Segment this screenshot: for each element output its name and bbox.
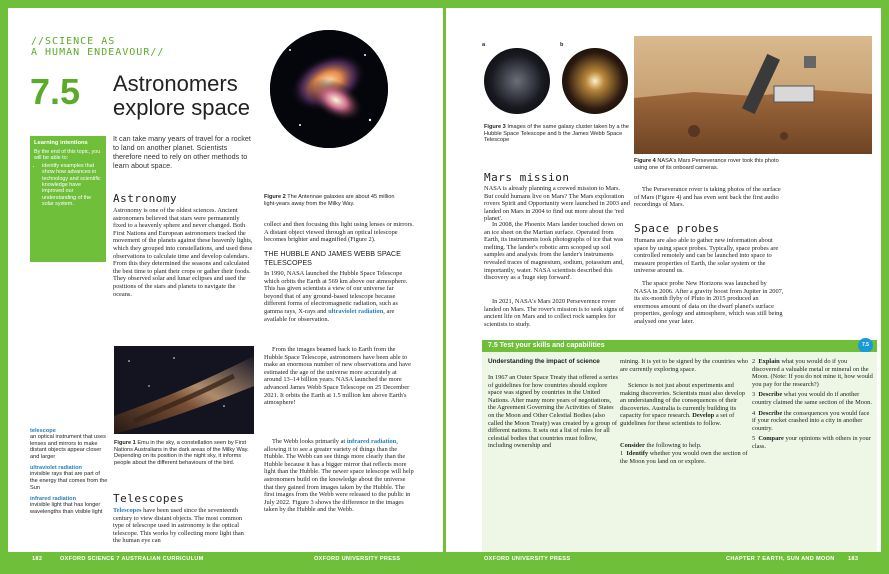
question-2-number: 2 (752, 358, 756, 365)
test-box-subheading: Understanding the impact of science (488, 358, 600, 365)
question-3 (752, 391, 874, 406)
question-5-number: 5 (752, 435, 756, 443)
question-1-keyword: Identify (626, 450, 649, 457)
question-4-number: 4 (752, 409, 756, 417)
consider-line (620, 442, 748, 450)
left-footer (8, 552, 443, 566)
learning-intentions-list (34, 163, 102, 208)
hubble-p1: In 1990, NASA launched the Hubble Space Telescope which orbits the Earth at 569 km above our atmosphere. This has given scientists a view of our universe far beyond that of any ground-based telescope because different forms of electromagnetic radiation, such as gamma rays, X-rays and (264, 270, 408, 315)
glossary (30, 428, 108, 515)
figure-4-caption (634, 158, 784, 171)
question-5-keyword: Compare (758, 435, 784, 443)
figure-2-label: Figure 2 (264, 194, 286, 200)
hubble-heading: THE HUBBLE AND JAMES WEBB SPACE TELESCOPES (264, 249, 401, 267)
hubble-p3a: The Webb looks primarily at (272, 438, 346, 445)
hubble-paragraph-1 (264, 270, 414, 323)
space-probes-paragraph-1: Humans are also able to gather new information about space by using space probes. Typically, space probes are controlled remotely and can be launched into space to measure properties of Earth, the solar system or the universe around us. (634, 237, 779, 275)
question-list (752, 358, 874, 451)
test-box-badge-icon[interactable]: 7.5 (858, 338, 873, 353)
emu-in-the-sky-image (114, 346, 254, 434)
right-footer (446, 552, 881, 566)
perseverance-rover-image (634, 36, 872, 154)
figure-2-caption (264, 194, 404, 207)
learning-intention-item: • identify examples that show how advances in technology and scientific knowledge have improved our understanding of the solar system. (42, 163, 102, 208)
left-book-title: OXFORD SCIENCE 7 AUSTRALIAN CURRICULUM (60, 556, 204, 562)
glossary-term-ir: infrared radiation (30, 496, 77, 503)
glossary-term-telescope: telescope (30, 428, 56, 434)
antennae-galaxies-image (270, 30, 388, 148)
test-box-col2b-text: Science is not just about experiments and making discoveries. Scientists must also develop an understanding of the consequences of their discoveries. Australia is currently building its capacity for space research. (620, 382, 745, 420)
test-box-col2a: mining. It is yet to be signed by the countries who are currently exploring space. (620, 358, 748, 373)
milky-way-illustration (114, 346, 254, 434)
question-4-keyword: Describe (758, 409, 783, 417)
uv-radiation-term: ultraviolet radiation (328, 307, 384, 315)
glossary-def-uv: invisible rays that are part of the energy that comes from the Sun (30, 471, 108, 491)
figure-3b-label: b (560, 42, 564, 48)
telescopes-heading: Telescopes (113, 492, 185, 505)
section-tag: //SCIENCE AS A HUMAN ENDEAVOUR// (31, 36, 165, 58)
mars-paragraph-1: NASA is already planning a crewed mission to Mars. But could humans live on Mars? The Mars exploration rovers Spirit and Opportunity were launched in 2003 and landed on Mars in 2004 to find out more about the 'red planet'. (484, 185, 630, 223)
right-chapter-title: CHAPTER 7 EARTH, SUN AND MOON (726, 556, 835, 562)
figure-1-caption (114, 440, 254, 466)
consider-keyword: Consider (620, 442, 645, 449)
test-box-title: 7.5 Test your skills and capabilities (488, 342, 605, 349)
figure-1-label: Figure 1 (114, 440, 136, 446)
title-line-2: explore space (113, 95, 250, 120)
figure-3-label: Figure 3 (484, 124, 506, 130)
question-4-text: the consequences you would face if your rocket crashed into a city in another country. (752, 409, 870, 432)
test-box-col2b-end: a set of guidelines for these scientists to follow. (620, 412, 735, 427)
webb-image (562, 48, 628, 114)
question-1 (620, 450, 748, 465)
question-1-text: whether you would own the section of the Moon you land on or explore. (620, 450, 748, 465)
learning-intentions-lead: By the end of this topic, you will be able to: (34, 149, 101, 162)
astronomy-heading: Astronomy (113, 192, 178, 205)
learning-intentions-box (30, 136, 106, 262)
hubble-p1-end: , are available for observation. (264, 307, 395, 323)
hubble-paragraph-2: From the images beamed back to Earth from the Hubble Space Telescope, astronomers have been able to make an enormous number of new observations and have estimated the age of the universe more accurately at around 13–14 billion years. NASA launched the more advanced James Webb Space Telescope on 25 December 2021. It orbits the Earth at 1.5 million km above Earth's atmosphere! (264, 346, 411, 407)
section-number: 7.5 (30, 71, 81, 112)
mars-paragraph-2: In 2008, the Phoenix Mars lander touched down on an ice sheet on the Martian surface. Operated from Earth, its instruments took photographs of ice that was melting. The lander's robotic arm scooped up soil samples and analysis from the lander's instruments revealed traces of magnesium, sodium, potassium and, importantly, water. NASA scientists described this discovery as a 'huge step forward'. (484, 221, 624, 282)
right-page-number: 183 (848, 556, 859, 562)
figure-1-text: Emu in the sky, a constellation seen by First Nations Australians in the dark areas of the Milky Way. Depending on its position in the night sky, it informs people about the different behaviours of the bird. (114, 440, 249, 466)
astronomy-body: Astronomy is one of the oldest sciences. Ancient astronomers believed that stars were permanently fixed to a heavenly sphere and never changed. Both First Nations and European astronomers tracked the movement of the planets against these heavenly lights, which they grouped into constellations, and used these observations to calculate time and develop calendars. From this they determined the seasons and calculated the best time to plant their crops or gather their foods. They observed solar and lunar eclipses and used the positions of the stars and planets to navigate the oceans. (113, 207, 253, 298)
right-page (446, 8, 881, 566)
question-1-number: 1 (620, 450, 624, 457)
telescopes-term: Telescopes (113, 507, 142, 514)
question-3-text: what you would do if another country claimed the same section of the Moon. (752, 391, 872, 406)
consider-text: the following to help. (646, 442, 702, 449)
left-page-number: 182 (32, 556, 43, 562)
question-3-keyword: Describe (758, 391, 783, 399)
space-probes-paragraph-2: The space probe New Horizons was launched by NASA in 2006. After a gravity boost from Jupiter in 2007, its six-month flyby of Pluto in 2015 produced an enormous amount of data on the dwarf planet's surface properties, geology and atmosphere, which was still being analysed one year later. (634, 280, 784, 325)
develop-keyword: Develop (692, 412, 715, 420)
mars-paragraph-3: In 2021, NASA's Mars 2020 Perseverence rover landed on Mars. The rover's mission is to seek signs of ancient life on Mars and to collect rock samples for scientists to study. (484, 298, 625, 328)
hubble-paragraph-3 (264, 438, 414, 514)
test-box-header (482, 340, 877, 352)
test-box-col1: In 1967 an Outer Space Treaty that offered a series of guidelines for how countries should explore space was signed by countries in the United Nations. After many more years of negotiations, the Agreement Governing the Activities of States on the Moon and Other Celestial Bodies (also called the Moon Treaty) was created by a group of different nations. It sets out a list of rules for all celestial bodies that countries must follow, including ownership and (488, 374, 618, 450)
glossary-term-uv: ultraviolet radiation (30, 465, 82, 472)
figure-4-label: Figure 4 (634, 158, 656, 164)
ir-radiation-term: infrared radiation (346, 438, 397, 445)
question-3-number: 3 (752, 391, 756, 399)
figure-4-text: NASA's Mars Perseverance rover took this photo using one of its onboard cameras. (634, 158, 779, 171)
figure-2-text: The Antennae galaxies are about 45 million light-years away from the Milky Way. (264, 194, 395, 207)
test-box-col2b (620, 382, 748, 428)
page-title (113, 72, 250, 120)
left-page (8, 8, 443, 566)
telescopes-body (113, 507, 253, 545)
figure-3-text: Images of the same galaxy cluster taken by a the Hubble Space Telescope and b the James Webb Space Telescope (484, 124, 629, 144)
question-2 (752, 358, 874, 388)
figure-3-caption (484, 124, 632, 144)
telescopes-text: have been used since the seventeenth century to view distant objects. The most common type of telescope used in astronomy is the optical telescope. This works by collecting more light than the human eye can (113, 507, 244, 545)
question-2-keyword: Explain (758, 358, 780, 365)
glossary-def-telescope: an optical instrument that uses lenses and mirrors to make distant objects appear closer and larger (30, 434, 106, 460)
right-press: OXFORD UNIVERSITY PRESS (484, 556, 571, 562)
question-4 (752, 410, 874, 433)
hubble-p3b: , allowing it to see a greater variety of things than the Hubble. The Webb can see things more clearly than the Hubble because it has a bigger mirror that reflects more light than the Hubble. The newer space telescope will help astronomers build on the knowledge about the universe that they gained from images taken by the Hubble. The first images from the Webb were released to the public in July 2022. Figure 3 shows the difference in the images taken by the Hubble and the Webb. (264, 438, 414, 514)
question-5 (752, 435, 874, 450)
perseverance-paragraph: The Perseverance rover is taking photos of the surface of Mars (Figure 4) and has even sent back the first audio recordings of Mars. (634, 186, 781, 209)
telescope-continued-text: collect and then focusing this light using lenses or mirrors. A distant object viewed through an optical telescope becomes brighter and magnified (Figure 2). (264, 221, 414, 244)
space-probes-heading: Space probes (634, 222, 720, 235)
glossary-def-ir: invisible light that has longer wavelengths than visible light (30, 502, 103, 515)
question-5-text: your opinions with others in your class. (752, 435, 871, 450)
figure-3a-label: a (482, 42, 486, 48)
title-line-1: Astronomers (113, 71, 238, 96)
hubble-image (484, 48, 550, 114)
question-2-text: what you would do if you discovered a valuable metal or mineral on the Moon. (Note: If you do not mine it, how would you pay for the research?) (752, 358, 873, 388)
learning-intentions-heading: Learning intentions (34, 140, 88, 146)
mars-mission-heading: Mars mission (484, 171, 570, 184)
mars-surface-illustration (634, 36, 872, 154)
galaxy-illustration (270, 30, 388, 148)
intro-text: It can take many years of travel for a rocket to land on another planet. Scientists therefore need to rely on other methods to learn about space. (113, 134, 251, 170)
left-press: OXFORD UNIVERSITY PRESS (314, 556, 401, 562)
